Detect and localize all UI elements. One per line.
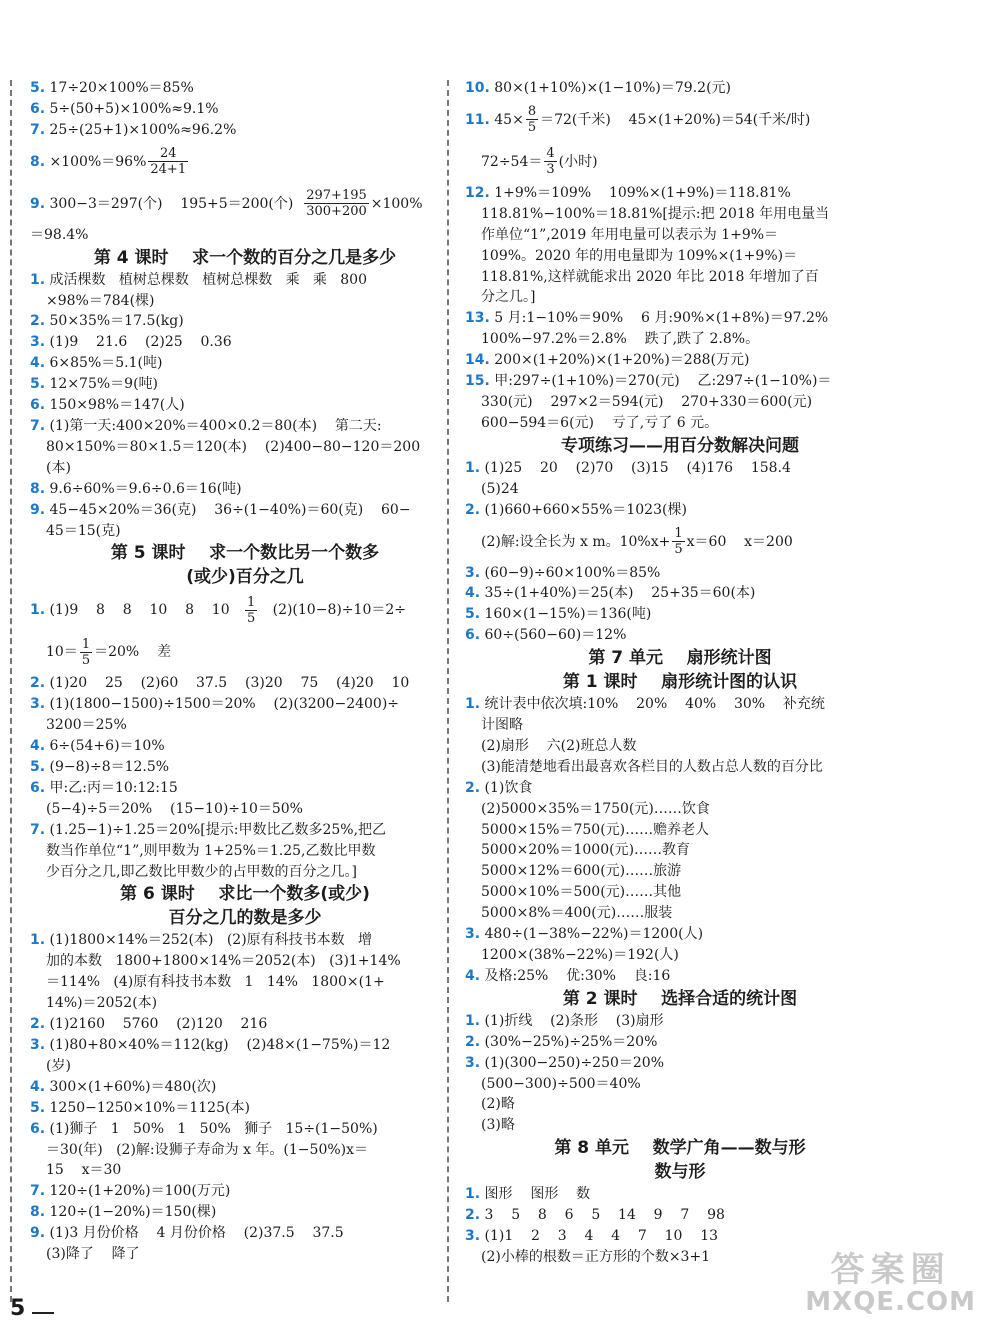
answer-text: ×100% (370, 195, 423, 212)
answer-line (465, 604, 895, 625)
section-heading: 第 4 课时 求一个数的百分之几是多少 (93, 247, 397, 268)
answer-text: 100%−97.2%＝2.8% 跌了,跌了 2.8%。 (481, 331, 760, 348)
fraction-denominator: 3 (546, 162, 555, 178)
watermark-cn: 答案圈 (830, 1250, 951, 1290)
fraction (544, 146, 556, 177)
answer-text: 统计表中依次填:10% 20% 40% 30% 补充统 (484, 696, 825, 713)
answer-line (30, 1056, 460, 1077)
answer-line (465, 479, 895, 500)
answer-text: (2)解:设全长为 x m。10%x+ (481, 533, 671, 550)
question-number: 7. (30, 821, 46, 838)
question-number: 7. (30, 1183, 46, 1200)
answer-line (465, 500, 895, 521)
section-heading: 第 5 课时 求一个数比另一个数多 (110, 543, 380, 564)
answer-text: (3)略 (481, 1117, 515, 1134)
answer-text: (2)略 (481, 1096, 515, 1113)
answer-text: 10＝ (46, 644, 78, 661)
question-number: 1. (30, 602, 46, 619)
answer-text: 5 月:1−10%＝90% 6 月:90%×(1+8%)＝97.2% (494, 310, 829, 327)
answer-line (30, 1014, 460, 1035)
answer-text: (2)扇形 六(2)班总人数 (481, 737, 637, 754)
answer-text: (1)(1800−1500)÷1500＝20% (2)(3200−2400)÷ (49, 696, 400, 713)
answer-line (465, 861, 895, 882)
question-number: 2. (465, 501, 481, 518)
answer-text: 14%)＝2052(本) (46, 995, 158, 1012)
answer-text: (岁) (46, 1057, 71, 1074)
answer-text: 6÷(54+6)＝10% (49, 738, 165, 755)
fraction-denominator: 5 (81, 652, 91, 668)
answer-text: (1)狮子 1 50% 1 50% 狮子 15÷(1−50%) (49, 1120, 378, 1137)
question-number: 2. (30, 675, 46, 692)
answer-text: (1)20 25 (2)60 37.5 (3)20 75 (4)20 10 (49, 675, 410, 692)
question-number: 6. (465, 627, 481, 644)
answer-line (30, 631, 460, 673)
answer-line (30, 183, 460, 225)
answer-line (465, 413, 895, 434)
answer-text: 160×(1−15%)＝136(吨) (484, 606, 652, 623)
question-number: 2. (465, 1033, 481, 1050)
answer-text: (2)(10−8)÷10＝2÷ (259, 602, 406, 619)
question-number: 15. (465, 373, 490, 390)
question-number: 1. (30, 271, 46, 288)
answer-text: 35÷(1+40%)＝25(本) 25+35＝60(本) (484, 585, 756, 602)
answer-line (30, 757, 460, 778)
answer-text: 5000×15%＝750(元)……赡养老人 (481, 821, 710, 838)
answer-text: 80×150%＝80×1.5＝120(本) (2)400−80−120＝200 (46, 438, 421, 455)
question-number: 1. (465, 459, 481, 476)
answer-line (465, 945, 895, 966)
answer-line (30, 862, 460, 883)
question-number: 3. (30, 1037, 46, 1053)
answer-line (30, 332, 460, 353)
question-number: 2. (30, 313, 46, 330)
answer-text: (1)660+660×55%＝1023(棵) (484, 501, 687, 518)
answer-line (465, 715, 895, 736)
section-heading: 数与形 (654, 1162, 706, 1183)
question-number: 5. (30, 80, 46, 96)
answer-line (465, 521, 895, 563)
fraction-denominator: 5 (246, 610, 256, 626)
answer-line (465, 1074, 895, 1095)
answer-line (30, 993, 460, 1014)
answer-line (465, 757, 895, 778)
answer-line (465, 246, 895, 267)
question-number: 9. (30, 501, 46, 518)
answer-line (465, 141, 895, 183)
answer-line (30, 736, 460, 757)
answer-text: (本) (46, 459, 71, 476)
question-number: 4. (465, 585, 481, 602)
answer-line (30, 521, 460, 542)
answer-line (465, 225, 895, 246)
answer-line (30, 1181, 460, 1202)
answer-text: 300−3＝297(个) 195+5＝200(个) (49, 195, 303, 212)
answer-line (465, 1053, 895, 1074)
answer-line (30, 799, 460, 820)
answer-text: 5000×8%＝400(元)……服装 (481, 905, 673, 922)
answer-line (465, 799, 895, 820)
answer-text: (1)饮食 (484, 779, 533, 796)
answer-line (30, 1202, 460, 1223)
question-number: 3. (30, 334, 46, 351)
question-number: 4. (30, 1078, 46, 1095)
fraction-numerator: 8 (527, 104, 537, 120)
answer-text: (60−9)÷60×100%＝85% (484, 564, 661, 581)
answer-line (30, 1223, 460, 1244)
answer-text: 45＝15(克) (46, 522, 121, 539)
fraction-denominator: 5 (674, 542, 683, 557)
answer-line (30, 1160, 460, 1181)
section-heading: 第 2 课时 选择合适的统计图 (562, 988, 798, 1009)
section-heading: 第 1 课时 扇形统计图的认识 (562, 672, 798, 693)
answer-text: 加的本数 1800+1800×14%＝2052(本) (3)1+14% (46, 953, 401, 970)
answer-text: 120÷(1−20%)＝150(棵) (49, 1204, 217, 1221)
section-heading: 第 6 课时 求比一个数多(或少) (120, 884, 370, 905)
question-number: 3. (465, 1228, 481, 1245)
answer-line (465, 329, 895, 350)
question-number: 1. (465, 1186, 481, 1203)
answer-line (30, 120, 460, 141)
answer-line (30, 291, 460, 312)
answer-line (465, 1115, 895, 1136)
answer-text: ×100%＝96% (49, 153, 147, 170)
question-number: 1. (30, 932, 46, 949)
answer-text: 50×35%＝17.5(kg) (49, 313, 184, 330)
question-number: 1. (465, 696, 481, 713)
fraction (245, 595, 257, 626)
fraction-numerator: 4 (546, 146, 555, 162)
answer-text: (1)折线 (2)条形 (3)扇形 (484, 1012, 664, 1029)
answer-text: (1)25 20 (2)70 (3)15 (4)176 158.4 (484, 459, 791, 476)
question-number: 8. (30, 480, 46, 497)
fraction (80, 637, 92, 668)
answer-text: (30%−25%)÷25%＝20% (484, 1033, 658, 1050)
answer-line (465, 308, 895, 329)
answer-line (30, 500, 460, 521)
answer-line (30, 694, 460, 715)
question-number: 5. (465, 606, 481, 623)
answer-text: 330(元) 297×2＝594(元) 270+330＝600(元) (481, 393, 813, 410)
answer-text: 计图略 (481, 717, 523, 734)
answer-text: (2)5000×35%＝1750(元)……饮食 (481, 800, 710, 817)
answer-text: 5000×10%＝500(元)……其他 (481, 884, 682, 901)
left-column (30, 78, 460, 1265)
answer-text: x＝60 x＝200 (686, 533, 793, 550)
fraction-denominator: 5 (527, 120, 537, 136)
answer-text: 80×(1+10%)×(1−10%)＝79.2(元) (494, 80, 731, 96)
question-number: 7. (30, 417, 46, 434)
question-number: 9. (30, 195, 46, 212)
answer-line (30, 930, 460, 951)
answer-line (30, 416, 460, 437)
answer-text: 少百分之几,即乙数比甲数少的占甲数的百分之几。] (46, 863, 357, 880)
answer-text: 480÷(1−38%−22%)＝1200(人) (484, 926, 704, 943)
answer-line (465, 778, 895, 799)
answer-text: (3)能清楚地看出最喜欢各栏目的人数占总人数的百分比 (481, 758, 823, 775)
fraction-numerator: 1 (674, 526, 683, 541)
question-number: 5. (30, 1099, 46, 1116)
answer-text: 分之几。] (481, 289, 536, 306)
question-number: 6. (30, 397, 46, 414)
question-number: 4. (465, 967, 481, 984)
answer-text: (1)1 2 3 4 4 7 10 13 (484, 1228, 719, 1245)
question-number: 2. (465, 1207, 481, 1224)
left-edge-dashed-line (10, 80, 12, 1302)
fraction (526, 104, 538, 135)
answer-line (30, 1119, 460, 1140)
question-number: 6. (30, 779, 46, 796)
answer-line (30, 78, 460, 99)
question-number: 3. (465, 1054, 481, 1071)
answer-text: 1+9%＝109% 109%×(1+9%)＝118.81% (494, 184, 791, 201)
answer-text: 数当作单位“1”,则甲数为 1+25%＝1.25,乙数比甲数 (46, 842, 376, 859)
answer-text: 成活棵数 植树总棵数 植树总棵数 乘 乘 800 (49, 271, 367, 288)
answer-line (30, 99, 460, 120)
answer-line (465, 736, 895, 757)
answer-line (30, 225, 460, 246)
answer-line (465, 882, 895, 903)
answer-text: 45× (494, 111, 524, 128)
answer-line (465, 903, 895, 924)
answer-line (30, 1140, 460, 1161)
answer-line (465, 99, 895, 141)
question-number: 3. (30, 696, 46, 713)
question-number: 4. (30, 355, 46, 372)
answer-text: 600−594＝6(元) 亏了,亏了 6 元。 (481, 414, 719, 431)
question-number: 8. (30, 153, 46, 170)
answer-line (30, 841, 460, 862)
answer-line (30, 778, 460, 799)
answer-line (30, 673, 460, 694)
fraction-denominator: 300+200 (306, 204, 367, 220)
fraction (148, 146, 188, 177)
answer-line (30, 374, 460, 395)
answer-text: 甲:乙:丙＝10:12:15 (49, 779, 178, 796)
answer-text: (1.25−1)÷1.25＝20%[提示:甲数比乙数多25%,把乙 (49, 821, 387, 838)
section-heading: 专项练习——用百分数解决问题 (561, 435, 799, 456)
section-heading: 第 8 单元 数学广角——数与形 (554, 1138, 806, 1159)
answer-line (30, 437, 460, 458)
answer-line (465, 371, 895, 392)
question-number: 10. (465, 80, 490, 96)
fraction-numerator: 297+195 (306, 188, 367, 204)
fraction-denominator: 24+1 (150, 162, 187, 178)
answer-line (30, 270, 460, 291)
answer-text: 72÷54＝ (481, 153, 543, 170)
section-heading: (或少)百分之几 (186, 567, 304, 588)
answer-text: 1250−1250×10%＝1125(本) (49, 1099, 250, 1116)
answer-text: 109%。2020 年的用电量即为 109%×(1+9%)＝ (481, 247, 798, 264)
fraction (672, 526, 684, 557)
answer-text: 300×(1+60%)＝480(次) (49, 1078, 217, 1095)
answer-text: 17÷20×100%＝85% (49, 80, 194, 96)
right-column (465, 78, 895, 1268)
question-number: 5. (30, 759, 46, 776)
question-number: 14. (465, 352, 490, 369)
question-number: 4. (30, 738, 46, 755)
question-number: 3. (465, 564, 481, 581)
answer-line (465, 1184, 895, 1205)
answer-line (465, 458, 895, 479)
answer-line (30, 311, 460, 332)
answer-text: (500−300)÷500＝40% (481, 1075, 641, 1092)
page-number-dash (32, 1312, 54, 1314)
answer-text: (5−4)÷5＝20% (15−10)÷10＝50% (46, 800, 303, 817)
answer-line (30, 353, 460, 374)
answer-text: (1)2160 5760 (2)120 216 (49, 1016, 268, 1033)
section-heading: 第 7 单元 扇形统计图 (588, 648, 772, 669)
answer-line (30, 458, 460, 479)
answer-line (30, 972, 460, 993)
question-number: 1. (465, 1012, 481, 1029)
answer-text: ＝72(千米) 45×(1+20%)＝54(千米/时) (540, 111, 811, 128)
answer-line (30, 820, 460, 841)
question-number: 5. (30, 376, 46, 393)
answer-text: 3 5 8 6 5 14 9 7 98 (484, 1207, 725, 1224)
answer-line (465, 924, 895, 945)
answer-text: 25÷(25+1)×100%≈96.2% (49, 121, 237, 138)
fraction (304, 188, 369, 219)
question-number: 8. (30, 1204, 46, 1221)
question-number: 3. (465, 926, 481, 943)
answer-text: (3)降了 降了 (46, 1246, 140, 1263)
answer-line (30, 1077, 460, 1098)
answer-text: (1)3 月份价格 4 月份价格 (2)37.5 37.5 (49, 1225, 344, 1242)
answer-text: ＝114% (4)原有科技书本数 1 14% 1800×(1+ (46, 974, 385, 991)
answer-line (465, 820, 895, 841)
watermark-en: MXQE.COM (805, 1287, 976, 1317)
question-number: 6. (30, 100, 46, 117)
fraction-numerator: 1 (81, 636, 91, 652)
answer-line (30, 1244, 460, 1265)
answer-line (465, 392, 895, 413)
answer-line (465, 840, 895, 861)
answer-line (465, 1011, 895, 1032)
answer-text: 图形 图形 数 (484, 1186, 591, 1203)
answer-text: (1)80+80×40%＝112(kg) (2)48×(1−75%)＝12 (49, 1037, 391, 1053)
answer-text: ＝20% 差 (94, 644, 172, 661)
answer-text: 118.81%−100%＝18.81%[提示:把 2018 年用电量当 (481, 205, 830, 222)
answer-text: 及格:25% 优:30% 良:16 (484, 967, 671, 984)
answer-text: (9−8)÷8＝12.5% (49, 759, 170, 776)
fraction-numerator: 24 (148, 146, 188, 162)
answer-line (30, 951, 460, 972)
page-number: 5 (10, 1296, 26, 1321)
answer-text: 3200＝25% (46, 717, 127, 734)
answer-text: (1)9 8 8 10 8 10 (49, 602, 243, 619)
answer-line (465, 1226, 895, 1247)
answer-line (465, 287, 895, 308)
answer-text: 1200×(38%−22%)＝192(人) (481, 947, 679, 963)
answer-text: (1)第一天:400×20%＝400×0.2＝80(本) 第二天: (49, 417, 382, 434)
question-number: 9. (30, 1225, 46, 1242)
answer-text: ×98%＝784(棵) (46, 292, 155, 309)
answer-line (30, 395, 460, 416)
answer-text: 5000×20%＝1000(元)……教育 (481, 842, 691, 859)
answer-text: 甲:297÷(1+10%)＝270(元) 乙:297÷(1−10%)＝ (494, 373, 832, 390)
answer-text: 作单位“1”,2019 年用电量可以表示为 1+9%＝ (481, 226, 779, 243)
fraction-numerator: 1 (246, 594, 256, 610)
answer-text: (2)小棒的根数＝正方形的个数×3+1 (481, 1248, 711, 1265)
watermark-logo (805, 1252, 976, 1316)
question-number: 2. (465, 779, 481, 796)
answer-text: 118.81%,这样就能求出 2020 年比 2018 年增加了百 (481, 268, 819, 285)
answer-line (465, 78, 895, 99)
answer-line (465, 183, 895, 204)
answer-text: 15 x＝30 (46, 1162, 122, 1179)
answer-line (465, 625, 895, 646)
answer-text: 9.6÷60%＝9.6÷0.6＝16(吨) (49, 480, 242, 497)
answer-text: (1)9 21.6 (2)25 0.36 (49, 334, 232, 351)
answer-text: ＝98.4% (30, 226, 89, 243)
answer-text: (5)24 (481, 480, 519, 497)
answer-line (465, 267, 895, 288)
answer-text: ＝30(年) (2)解:设狮子寿命为 x 年。(1−50%)x＝ (46, 1141, 369, 1158)
answer-text: (1)1800×14%＝252(本) (2)原有科技书本数 增 (49, 932, 373, 949)
answer-line (465, 1205, 895, 1226)
answer-line (30, 1035, 460, 1056)
answer-line (465, 1032, 895, 1053)
question-number: 6. (30, 1120, 46, 1137)
section-heading: 百分之几的数是多少 (168, 908, 322, 929)
answer-line (30, 589, 460, 631)
question-number: 11. (465, 111, 490, 128)
answer-line (465, 563, 895, 584)
answer-text: (1)(300−250)÷250＝20% (484, 1054, 665, 1071)
answer-line (465, 583, 895, 604)
answer-line (465, 204, 895, 225)
answer-line (30, 141, 460, 183)
question-number: 13. (465, 310, 490, 327)
answer-text: 5÷(50+5)×100%≈9.1% (49, 100, 219, 117)
question-number: 2. (30, 1016, 46, 1033)
answer-text: 45−45×20%＝36(克) 36÷(1−40%)＝60(克) 60− (49, 501, 411, 518)
answer-line (30, 479, 460, 500)
answer-text: (小时) (558, 153, 598, 170)
answer-line (465, 1094, 895, 1115)
answer-line (465, 350, 895, 371)
answer-text: 200×(1+20%)×(1+20%)＝288(万元) (494, 352, 750, 369)
question-number: 7. (30, 121, 46, 138)
question-number: 12. (465, 184, 490, 201)
answer-text: 150×98%＝147(人) (49, 397, 185, 414)
answer-line (30, 715, 460, 736)
answer-text: 12×75%＝9(吨) (49, 376, 159, 393)
answer-text: 5000×12%＝600(元)……旅游 (481, 863, 682, 880)
answer-text: 6×85%＝5.1(吨) (49, 355, 163, 372)
answer-line (465, 694, 895, 715)
answer-line (30, 1098, 460, 1119)
answer-line (465, 966, 895, 987)
answer-text: 60÷(560−60)＝12% (484, 627, 627, 644)
answer-text: 120÷(1+20%)＝100(万元) (49, 1183, 231, 1200)
